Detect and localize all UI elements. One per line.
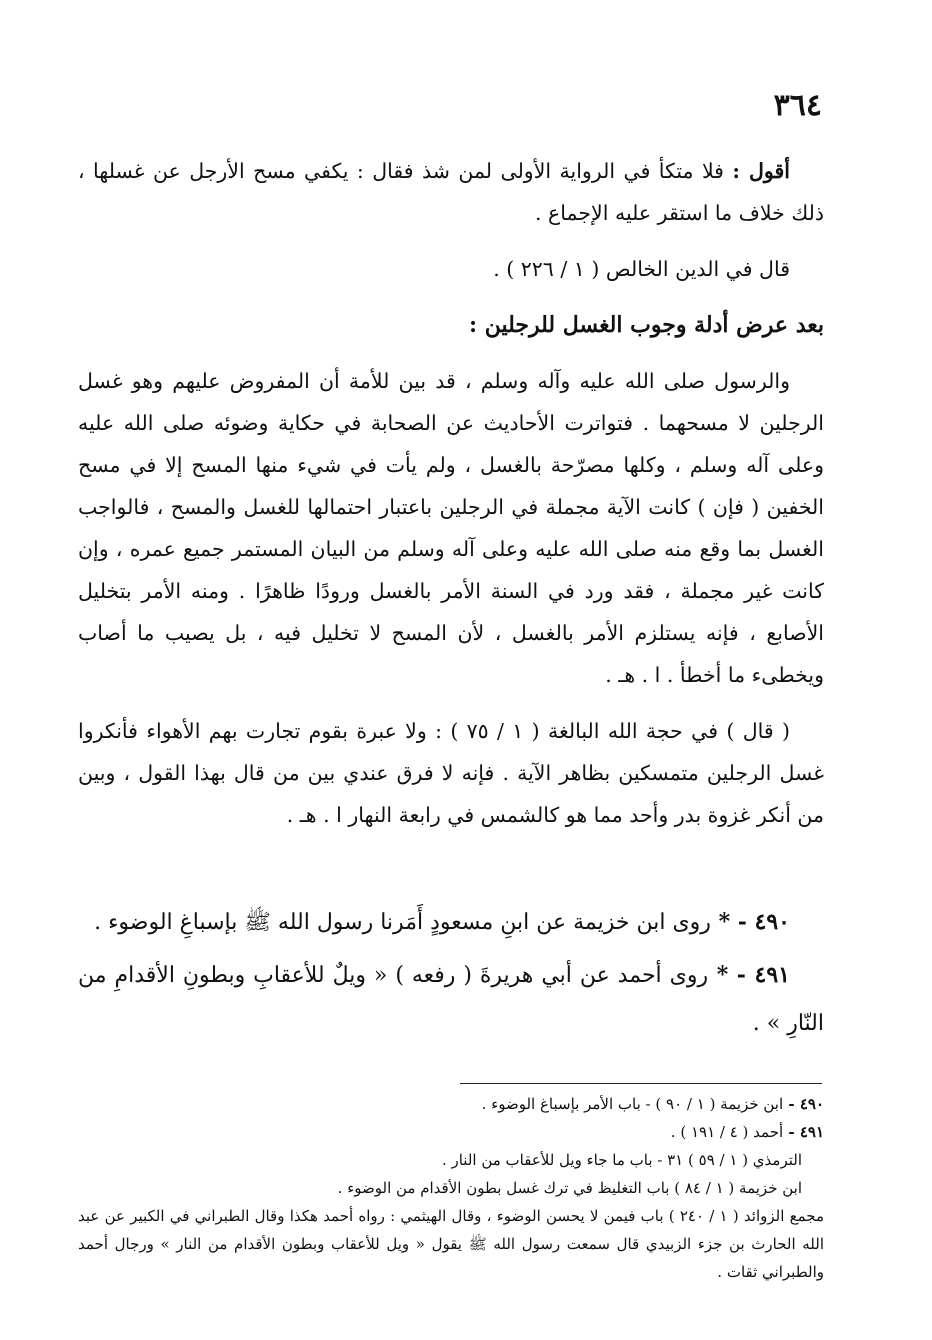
paragraph-1-lead: أقول : — [732, 159, 790, 183]
footnote-491-number: ٤٩١ - — [783, 1123, 824, 1141]
footnote-491-text: أحمد ( ٤ / ١٩١ ) . — [670, 1123, 784, 1141]
footnote-separator — [460, 1083, 822, 1084]
hadith-491-number: ٤٩١ - * — [708, 962, 790, 988]
paragraph-1-text: فلا متكأ في الرواية الأولى لمن شذ فقال : يكفي مسح الأرجل عن غسلها ، ذلك خلاف ما استقر عليه الإجماع . — [78, 159, 824, 225]
footnotes — [78, 1090, 824, 1286]
hadith-490-text: روى ابن خزيمة عن ابنِ مسعودٍ أَمَرنا رسول الله ﷺ بإسباغِ الوضوء . — [94, 910, 711, 935]
spacer — [78, 850, 824, 898]
footnote-tirmidhi: الترمذي ( ١ / ٥٩ ) ٣١ - باب ما جاء ويل للأعقاب من النار . — [441, 1151, 802, 1169]
footnote-490-text: ابن خزيمة ( ١ / ٩٠ ) - باب الأمر بإسباغ الوضوء . — [481, 1095, 784, 1113]
paragraph-3: والرسول صلى الله عليه وآله وسلم ، قد بين للأمة أن المفروض عليهم وهو غسل الرجلين لا مسحهما . فتواترت الأحاديث عن الصحابة في حكاية وضوئه صلى الله عليه وعلى آله وسلم ، وكلها مصرّحة بالغسل ، ولم يأت في شيء منها المسح إلا في مسح الخفين ( فإن ) كانت الآية مجملة في الرجلين باعتبار احتمالها للغسل والمسح ، فالواجب الغسل بما وقع منه صلى الله عليه وعلى آله وسلم من البيان المستمر جميع عمره ، وإن كانت غير مجملة ، فقد ورد في السنة الأمر بالغسل ورودًا ظاهرًا . ومنه الأمر بتخليل الأصابع ، فإنه يستلزم الأمر بالغسل ، لأن المسح لا تخليل فيه ، بل يصيب ما أصاب ويخطىء ما أخطأ . ا . هـ . — [78, 369, 824, 687]
hadith-490 — [78, 898, 824, 947]
footnote-ibn-khuzaymah: ابن خزيمة ( ١ / ٨٤ ) باب التغليظ في ترك غسل بطون الأقدام من الوضوء . — [337, 1179, 802, 1197]
footnote-majma: مجمع الزوائد ( ١ / ٢٤٠ ) باب فيمن لا يحسن الوضوء ، وقال الهيثمي : رواه أحمد هكذا وقال الطبراني في الكبير عن عبد الله الحارث بن جزء الزبيدي قال سمعت رسول الله ﷺ يقول « ويل للأعقاب وبطون الأقدام من النار » ورجال أحمد والطبراني ثقات . — [78, 1207, 824, 1281]
footnote-491 — [78, 1118, 824, 1146]
footnote-490-number: ٤٩٠ - — [783, 1095, 824, 1113]
hadith-491-text: روى أحمد عن أبي هريرةَ ( رفعه ) « ويلٌ للأعقابِ وبطونِ الأقدامِ من النّارِ » . — [78, 963, 824, 1036]
section-heading: بعد عرض أدلة وجوب الغسل للرجلين : — [468, 312, 824, 338]
paragraph-4: ( قال ) في حجة الله البالغة ( ١ / ٧٥ ) : ولا عبرة بقوم تجارت بهم الأهواء فأنكروا غسل الرجلين متمسكين بظاهر الآية . فإنه لا فرق عندي بين من قال بهذا القول ، وبين من أنكر غزوة بدر وأحد مما هو كالشمس في رابعة النهار ا . هـ . — [78, 719, 824, 827]
hadith-490-number: ٤٩٠ - * — [710, 909, 790, 935]
paragraph-2: قال في الدين الخالص ( ١ / ٢٢٦ ) . — [493, 257, 790, 281]
page-number: ٣٦٤ — [773, 88, 822, 123]
footnote-490 — [78, 1090, 824, 1118]
hadith-491 — [78, 951, 824, 1048]
paragraph-1 — [78, 150, 824, 234]
main-text — [78, 150, 824, 1052]
